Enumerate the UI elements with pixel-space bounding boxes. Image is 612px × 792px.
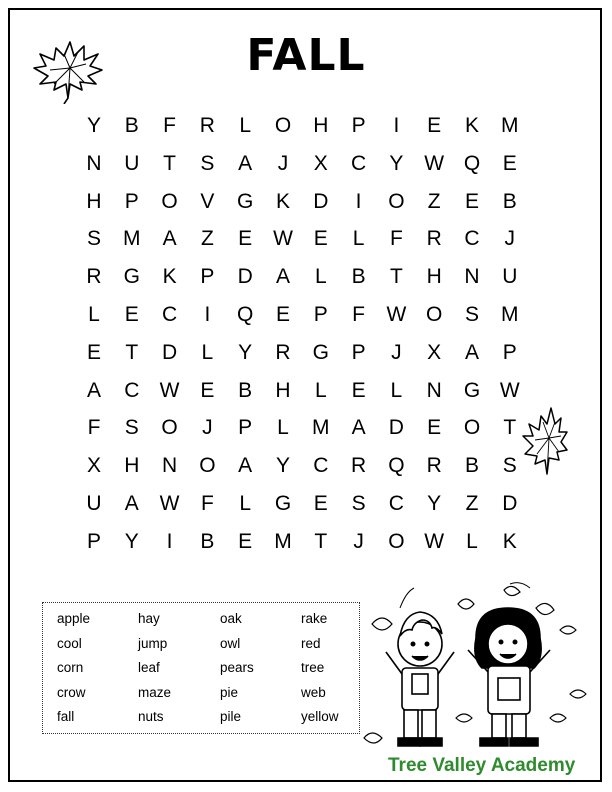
grid-letter: I bbox=[204, 303, 211, 326]
grid-letter: O bbox=[426, 303, 443, 326]
grid-letter: I bbox=[166, 529, 173, 553]
grid-letter: H bbox=[124, 454, 140, 478]
grid-letter: O bbox=[161, 189, 178, 213]
grid-letter: G bbox=[312, 340, 329, 364]
grid-letter: L bbox=[239, 492, 252, 515]
grid-letter: H bbox=[313, 114, 329, 137]
grid-letter: E bbox=[351, 378, 366, 402]
grid-letter: B bbox=[238, 378, 253, 402]
grid-letter: T bbox=[389, 265, 403, 289]
grid-letter: K bbox=[502, 529, 517, 553]
grid-letter: K bbox=[464, 114, 479, 137]
word-list-box bbox=[42, 602, 360, 734]
word-list-item: rake bbox=[301, 611, 328, 626]
grid-letter: N bbox=[426, 378, 442, 402]
grid-letter: N bbox=[464, 265, 480, 289]
grid-letter: L bbox=[201, 340, 214, 364]
grid-letter: R bbox=[426, 227, 442, 251]
grid-letter: T bbox=[503, 416, 517, 440]
grid-letter: E bbox=[86, 340, 101, 364]
page-title: FALL bbox=[246, 30, 366, 81]
grid-letter: U bbox=[124, 151, 140, 175]
grid-letter: L bbox=[390, 378, 403, 402]
grid-letter: B bbox=[124, 114, 139, 137]
grid-letter: Z bbox=[427, 189, 441, 213]
grid-letter: J bbox=[353, 529, 364, 553]
grid-letter: W bbox=[424, 151, 445, 175]
grid-letter: A bbox=[238, 151, 253, 175]
grid-letter: K bbox=[275, 189, 290, 213]
grid-letter: Q bbox=[237, 303, 254, 326]
word-list-item: oak bbox=[220, 611, 242, 626]
grid-letter: T bbox=[163, 151, 176, 175]
grid-letter: F bbox=[200, 492, 214, 515]
grid-letter: M bbox=[274, 529, 292, 553]
grid-letter: W bbox=[386, 303, 407, 326]
grid-letter: E bbox=[502, 151, 517, 175]
grid-letter: R bbox=[426, 454, 442, 478]
grid-letter: X bbox=[313, 151, 328, 175]
word-list-item: corn bbox=[57, 660, 84, 675]
grid-letter: W bbox=[424, 529, 445, 553]
grid-letter: F bbox=[352, 303, 365, 326]
grid-letter: G bbox=[123, 265, 140, 289]
word-list-item: owl bbox=[220, 635, 241, 651]
grid-letter: H bbox=[275, 378, 291, 402]
grid-letter: A bbox=[275, 265, 290, 289]
grid-letter: S bbox=[502, 454, 517, 478]
grid-letter: R bbox=[199, 114, 215, 137]
grid-letter: P bbox=[238, 416, 253, 440]
grid-letter: G bbox=[237, 189, 254, 213]
word-list-item: tree bbox=[301, 660, 325, 675]
grid-letter: E bbox=[427, 114, 442, 137]
grid-letter: U bbox=[502, 265, 518, 289]
grid-letter: O bbox=[388, 189, 405, 213]
grid-letter: O bbox=[274, 114, 292, 137]
grid-letter: S bbox=[200, 151, 215, 175]
grid-letter: P bbox=[313, 303, 328, 326]
grid-letter: A bbox=[238, 454, 253, 478]
grid-letter: Y bbox=[427, 492, 442, 515]
grid-letter: W bbox=[499, 378, 520, 402]
grid-letter: Q bbox=[463, 151, 481, 175]
grid-letter: B bbox=[351, 265, 366, 289]
grid-letter: U bbox=[86, 492, 102, 515]
word-list-item: maze bbox=[138, 684, 172, 700]
grid-letter: C bbox=[313, 454, 329, 478]
grid-letter: I bbox=[355, 189, 362, 213]
grid-letter: P bbox=[200, 265, 215, 289]
word-list-item: pie bbox=[220, 684, 239, 700]
grid-letter: Z bbox=[200, 227, 214, 251]
grid-letter: P bbox=[124, 189, 139, 213]
grid-letter: Q bbox=[388, 454, 405, 478]
grid-letter: H bbox=[86, 189, 102, 213]
grid-letter: E bbox=[238, 227, 253, 251]
grid-letter: P bbox=[351, 340, 366, 364]
grid-letter: B bbox=[502, 189, 517, 213]
grid-letter: A bbox=[464, 340, 479, 364]
grid-letter: E bbox=[200, 378, 215, 402]
word-list-item: cool bbox=[57, 635, 82, 651]
grid-letter: J bbox=[202, 416, 213, 440]
grid-letter: F bbox=[87, 416, 101, 440]
grid-letter: S bbox=[86, 227, 101, 251]
word-list-item: yellow bbox=[301, 709, 339, 724]
word-list-item: fall bbox=[57, 709, 75, 724]
grid-letter: E bbox=[313, 492, 328, 515]
grid-letter: F bbox=[163, 114, 176, 137]
grid-letter: Y bbox=[389, 151, 404, 175]
grid-letter: D bbox=[388, 416, 404, 440]
grid-letter: O bbox=[388, 529, 405, 553]
grid-letter: C bbox=[388, 492, 404, 515]
grid-letter: L bbox=[466, 529, 478, 553]
grid-letter: M bbox=[501, 303, 519, 326]
grid-letter: A bbox=[124, 492, 139, 515]
grid-letter: D bbox=[237, 265, 253, 289]
grid-letter: A bbox=[86, 378, 101, 402]
grid-letter: P bbox=[351, 114, 366, 137]
word-list-item: pears bbox=[220, 660, 254, 675]
word-list-item: jump bbox=[138, 635, 168, 651]
grid-letter: A bbox=[162, 227, 177, 251]
grid-letter: J bbox=[391, 340, 402, 364]
grid-letter: S bbox=[351, 492, 366, 515]
grid-letter: E bbox=[238, 529, 253, 553]
grid-letter: E bbox=[427, 416, 442, 440]
grid-letter: E bbox=[313, 227, 328, 251]
grid-letter: C bbox=[464, 227, 480, 251]
grid-letter: L bbox=[352, 227, 365, 251]
kids-illustration bbox=[360, 578, 592, 754]
grid-letter: M bbox=[123, 227, 141, 251]
grid-letter: G bbox=[463, 378, 481, 402]
grid-letter: W bbox=[273, 227, 293, 251]
grid-letter: L bbox=[88, 303, 100, 326]
grid-letter: M bbox=[501, 114, 519, 137]
grid-letter: N bbox=[86, 151, 102, 175]
grid-letter: X bbox=[86, 454, 101, 478]
grid-letter: X bbox=[427, 340, 442, 364]
word-list-item: apple bbox=[57, 611, 91, 626]
grid-letter: S bbox=[124, 416, 139, 440]
grid-letter: J bbox=[504, 227, 516, 251]
grid-letter: Y bbox=[238, 340, 253, 364]
word-list-item: crow bbox=[57, 684, 86, 700]
grid-letter: L bbox=[239, 114, 252, 137]
grid-letter: F bbox=[389, 227, 403, 251]
grid-letter: E bbox=[124, 303, 139, 326]
grid-letter: D bbox=[162, 340, 178, 364]
grid-letter: D bbox=[502, 492, 518, 515]
grid-letter: J bbox=[277, 151, 289, 175]
grid-letter: L bbox=[314, 378, 327, 402]
grid-letter: V bbox=[200, 189, 215, 213]
grid-letter: C bbox=[162, 303, 178, 326]
grid-letter: L bbox=[314, 265, 327, 289]
grid-letter: E bbox=[464, 189, 479, 213]
grid-letter: W bbox=[159, 492, 180, 515]
word-list-item: hay bbox=[138, 611, 160, 626]
grid-letter: D bbox=[313, 189, 329, 213]
word-list-item: nuts bbox=[138, 709, 164, 724]
word-list-item: red bbox=[301, 635, 321, 651]
grid-letter: Y bbox=[124, 529, 139, 553]
word-list-item: leaf bbox=[138, 660, 160, 675]
grid-letter: H bbox=[426, 265, 442, 289]
word-list-item: pile bbox=[220, 709, 242, 724]
grid-letter: R bbox=[275, 340, 291, 364]
grid-letter: W bbox=[159, 378, 180, 402]
grid-letter: R bbox=[86, 265, 102, 289]
grid-letter: O bbox=[463, 416, 481, 440]
grid-letter: P bbox=[86, 529, 101, 553]
grid-letter: T bbox=[125, 340, 139, 364]
grid-letter: K bbox=[162, 265, 177, 289]
grid-letter: G bbox=[274, 492, 292, 515]
grid-letter: T bbox=[314, 529, 328, 553]
grid-letter: B bbox=[200, 529, 215, 553]
grid-letter: S bbox=[464, 303, 479, 326]
grid-letter: C bbox=[124, 378, 140, 402]
grid-letter: Z bbox=[465, 492, 479, 515]
grid-letter: E bbox=[275, 303, 290, 326]
grid-letter: Y bbox=[275, 454, 290, 478]
grid-letter: P bbox=[502, 340, 517, 364]
grid-letter: C bbox=[351, 151, 367, 175]
grid-letter: B bbox=[464, 454, 479, 478]
grid-letter: I bbox=[393, 114, 400, 137]
grid-letter: L bbox=[277, 416, 289, 440]
word-list-item: web bbox=[301, 684, 326, 700]
grid-letter: Y bbox=[86, 114, 101, 137]
grid-letter: M bbox=[312, 416, 330, 440]
grid-letter: A bbox=[351, 416, 366, 440]
grid-letter: O bbox=[199, 454, 216, 478]
brand-footer: Tree Valley Academy bbox=[388, 755, 576, 776]
grid-letter: R bbox=[351, 454, 367, 478]
grid-letter: O bbox=[161, 416, 178, 440]
grid-letter: N bbox=[162, 454, 178, 478]
